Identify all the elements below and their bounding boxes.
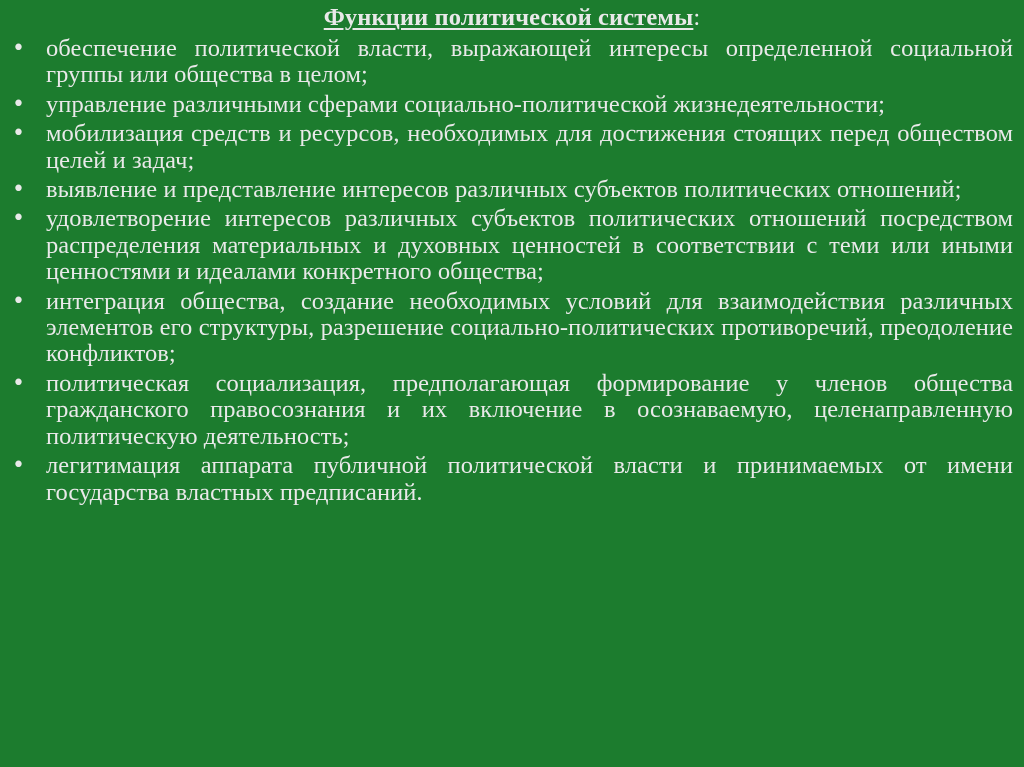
list-item bbox=[0, 92, 1024, 118]
list-item-text: интеграция общества, создание необходимых условий для взаимодействия различных элементов его структуры, разрешение социально-политических противоречий, преодоление конфликтов; bbox=[46, 287, 1013, 368]
bullet-icon: • bbox=[12, 370, 26, 396]
bullet-icon: • bbox=[12, 453, 26, 479]
list-item bbox=[0, 121, 1024, 174]
list-item bbox=[0, 289, 1024, 368]
slide-title: Функции политической системы bbox=[323, 4, 694, 31]
list-item-text: выявление и представление интересов различных субъектов политических отношений; bbox=[46, 176, 962, 204]
bullet-icon: • bbox=[12, 36, 26, 61]
list-item bbox=[0, 206, 1024, 285]
list-item-text: управление различными сферами социально-политической жизнедеятельности; bbox=[46, 90, 885, 118]
list-item-text: удовлетворение интересов различных субъектов политических отношений посредством распределения материальных и духовных ценностей в соответствии с теми или иными ценностями и идеалами конкретного общества; bbox=[46, 205, 1013, 286]
function-list bbox=[0, 36, 1024, 506]
list-item-text: политическая социализация, предполагающая формирование у членов общества гражданского правосознания и их включение в осознаваемую, целенаправленную политическую деятельность; bbox=[46, 369, 1013, 450]
bullet-icon: • bbox=[12, 121, 26, 147]
slide-heading bbox=[0, 4, 1024, 32]
bullet-icon: • bbox=[12, 288, 26, 314]
list-item bbox=[0, 177, 1024, 203]
list-item-text: мобилизация средств и ресурсов, необходимых для достижения стоящих перед обществом целей и задач; bbox=[46, 120, 1013, 174]
list-item bbox=[0, 371, 1024, 450]
list-item bbox=[0, 453, 1024, 506]
list-item bbox=[0, 36, 1024, 89]
bullet-icon: • bbox=[12, 206, 26, 232]
title-colon: : bbox=[693, 4, 701, 31]
list-item-text: легитимация аппарата публичной политической власти и принимаемых от имени государства властных предписаний. bbox=[46, 452, 1013, 506]
bullet-icon: • bbox=[12, 91, 26, 117]
bullet-icon: • bbox=[12, 177, 26, 203]
list-item-text: обеспечение политической власти, выражающей интересы определенной социальной группы или общества в целом; bbox=[46, 35, 1013, 89]
